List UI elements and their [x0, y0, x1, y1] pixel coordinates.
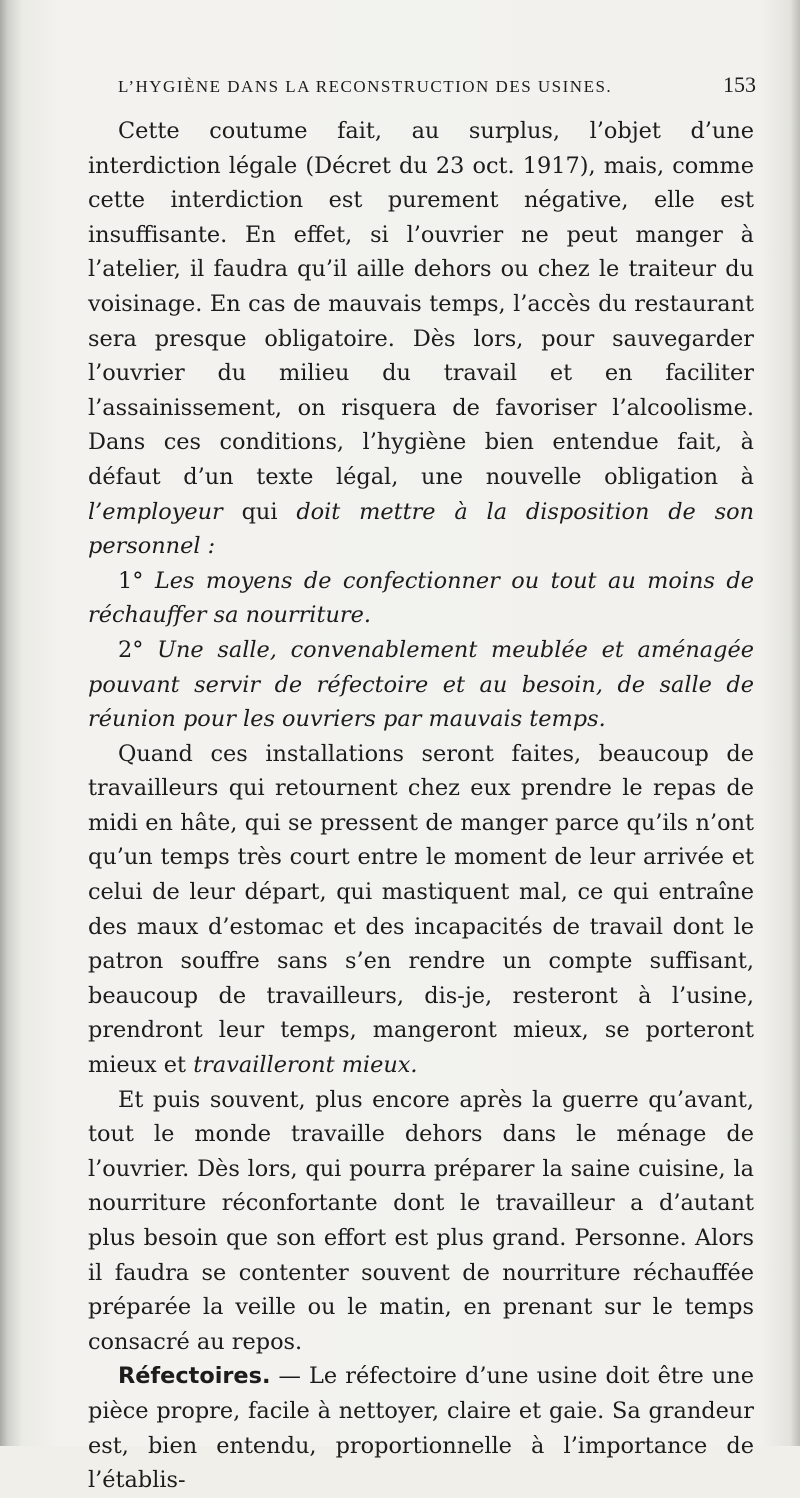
item-number: 2°	[118, 636, 144, 663]
list-item: 2° Une salle, convenablement meublée et aménagée pouvant servir de réfectoire et au besoin, de salle de réunion pour les ouvriers par mauvais temps.	[88, 636, 754, 733]
list-item: 1° Les moyens de confectionner ou tout au moins de réchauffer sa nourriture.	[88, 567, 754, 629]
body-text	[88, 114, 754, 1498]
paragraph: Quand ces installations seront faites, beaucoup de travailleurs qui retournent chez eux prendre le repas de midi en hâte, qui se pressent de manger parce qu’ils n’ont qu’un temps très court entre le moment de leur arrivée et celui de leur départ, qui mastiquent mal, ce qui entraîne des maux d’estomac et des incapacités de travail dont le patron souffre sans s’en rendre un compte suffisant, beaucoup de travailleurs, dis-je, resteront à l’usine, prendront leur temps, mangeront mieux, se porteront mieux et travailleront mieux.	[88, 740, 754, 1079]
emphasis: l’employeur	[88, 498, 223, 525]
emphasis: doit mettre à la disposition de son personnel :	[88, 498, 754, 560]
running-title: L’HYGIÈNE DANS LA RECONSTRUCTION DES USINES.	[118, 77, 613, 96]
paragraph: Cette coutume fait, au surplus, l’objet d’une interdiction légale (Décret du 23 oct. 1917), mais, comme cette interdiction est purement négative, elle est insuffisante. En effet, si l’ouvrier ne peut manger à l’atelier, il faudra qu’il aille dehors ou chez le traiteur du voisinage. En cas de mauvais temps, l’accès du restaurant sera presque obligatoire. Dès lors, pour sauvegarder l’ouvrier du milieu du travail et en faciliter l’assainissement, on risquera de favoriser l’alcoolisme. Dans ces conditions, l’hygiène bien entendue fait, à défaut d’un texte légal, une nouvelle obligation à l’employeur qui doit mettre à la disposition de son personnel :	[88, 118, 754, 560]
section-heading: Réfectoires.	[118, 1363, 271, 1390]
paragraph: Et puis souvent, plus encore après la guerre qu’avant, tout le monde travaille dehors dans le ménage de l’ouvrier. Dès lors, qui pourra préparer la saine cuisine, la nourriture réconfortante dont le travailleur a d’autant plus besoin que son effort est plus grand. Personne. Alors il faudra se contenter souvent de nourriture réchauffée préparée la veille ou le matin, en prenant sur le temps consacré au repos.	[88, 1086, 754, 1355]
item-number: 1°	[118, 567, 144, 594]
emphasis: travailleront mieux.	[193, 1052, 418, 1079]
paragraph: Réfectoires. — Le réfectoire d’une usine doit être une pièce propre, facile à nettoyer, claire et gaie. Sa grandeur est, bien entendu, proportionnelle à l’importance de l’établis-	[88, 1363, 754, 1494]
running-header	[118, 72, 756, 98]
page-number: 153	[723, 72, 756, 97]
